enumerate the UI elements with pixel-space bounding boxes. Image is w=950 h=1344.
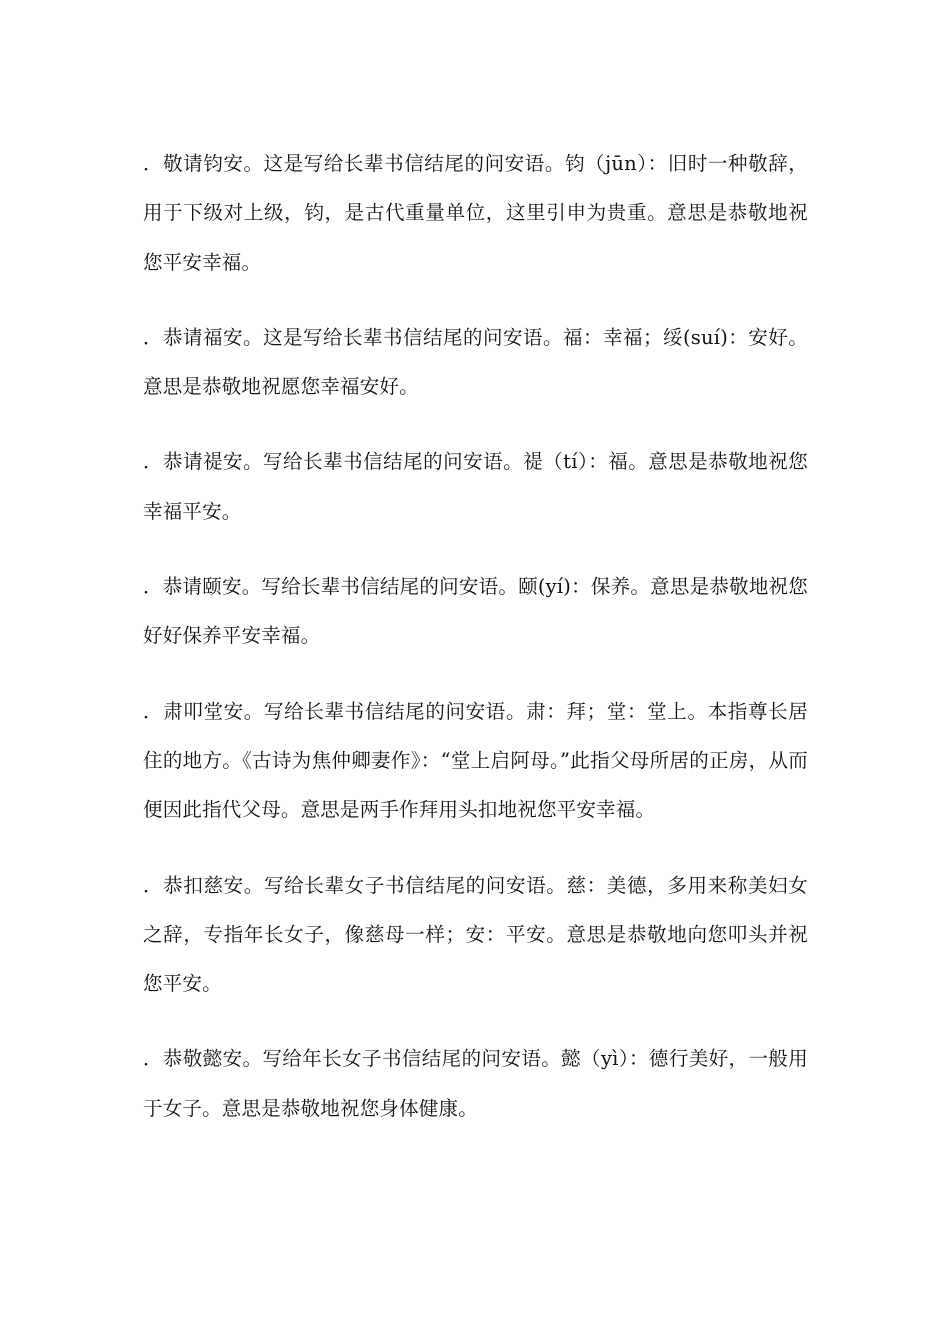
paragraph-1: ．敬请钧安。这是写给长辈书信结尾的问安语。钧（jūn）：旧时一种敬辞，用于下级对上级，钧，是古代重量单位，这里引申为贵重。意思是恭敬地祝您平安幸福。 [143, 152, 808, 274]
paragraph-2: ．恭请福安。这是写给长辈书信结尾的问安语。福：幸福；绥(suí)：安好。意思是恭敬地祝愿您幸福安好。 [143, 325, 808, 399]
paragraph-3: ．恭请禔安。写给长辈书信结尾的问安语。禔（tí）：福。意思是恭敬地祝您幸福平安。 [143, 450, 808, 523]
paragraph-7: ．恭敬懿安。写给年长女子书信结尾的问安语。懿（yì）：德行美好，一般用于女子。意思是恭敬地祝您身体健康。 [143, 1047, 808, 1120]
paragraph-6: ．恭扣慈安。写给长辈女子书信结尾的问安语。慈：美德，多用来称美妇女之辞，专指年长女子，像慈母一样；安：平安。意思是恭敬地向您叩头并祝您平安。 [143, 873, 808, 996]
paragraph-5: ．肃叩堂安。写给长辈书信结尾的问安语。肃：拜；堂：堂上。本指尊长居住的地方。《古诗为焦仲卿妻作》：“堂上启阿母。”此指父母所居的正房，从而便因此指代父母。意思是两手作拜用头扣地祝您平安幸福。 [143, 699, 808, 822]
document-body [143, 139, 808, 1159]
paragraph-4: ．恭请颐安。写给长辈书信结尾的问安语。颐(yí)：保养。意思是恭敬地祝您好好保养平安幸福。 [143, 575, 808, 648]
